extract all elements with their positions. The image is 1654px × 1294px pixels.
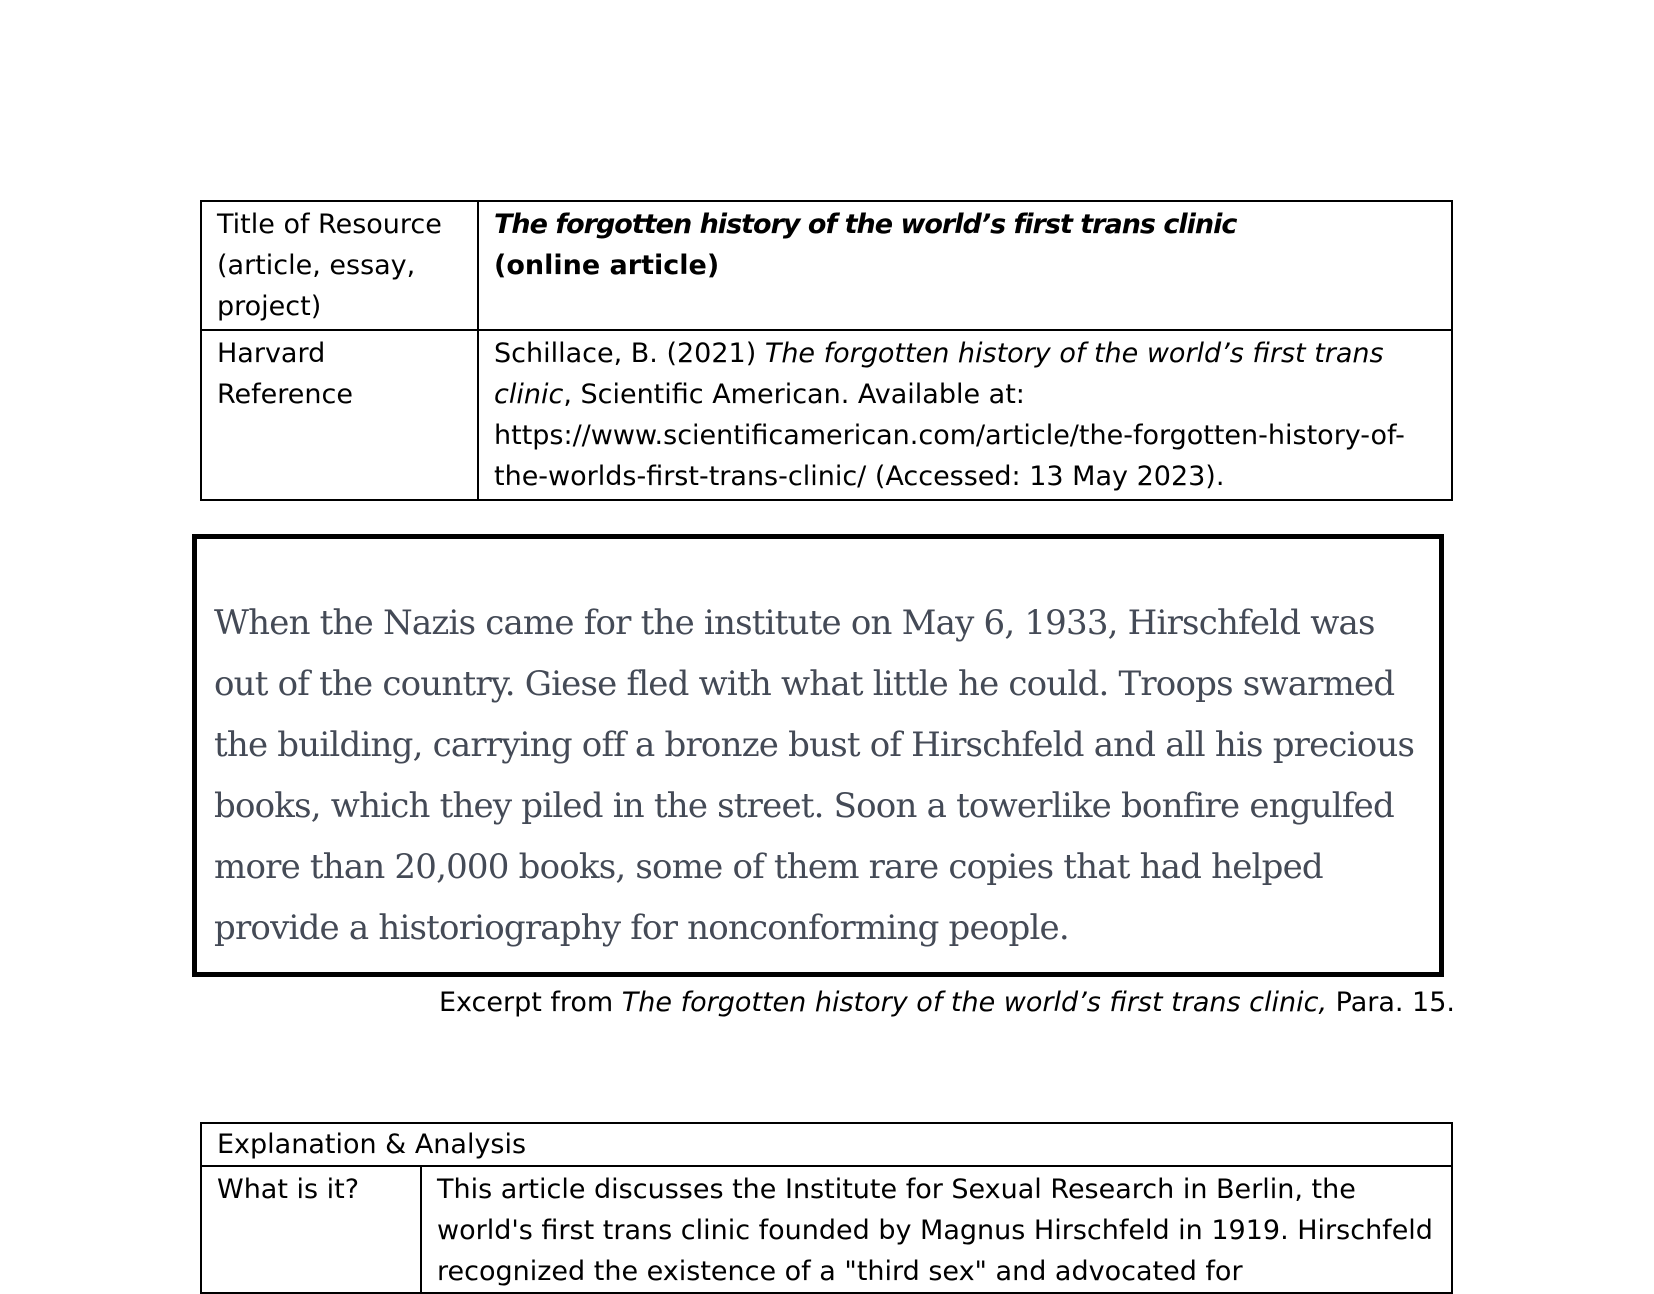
resource-info-table <box>200 200 1453 501</box>
title-row <box>201 201 1452 330</box>
caption-suffix: Para. 15. <box>1327 987 1455 1018</box>
analysis-row-label: What is it? <box>217 1174 360 1205</box>
excerpt-text: When the Nazis came for the institute on May 6, 1933, Hirschfeld was out of the country. Giese fled with what little he could. Troops swarmed the building, carrying off a bronze bust of Hirschfeld and all his precious books, which they piled in the street. Soon a towerlike bonfire engulfed more than 20,000 books, some of them rare copies that had helped provide a historiography for nonconforming people. <box>214 603 1415 948</box>
reference-details: , Scientific American. Available at: https://www.scientificamerican.com/article/the-forgotten-history-of-the-worlds-first-trans-clinic/ (Accessed: 13 May 2023). <box>494 379 1405 492</box>
analysis-row <box>201 1166 1452 1293</box>
excerpt-box <box>192 534 1444 977</box>
reference-row <box>201 330 1452 500</box>
resource-title: The forgotten history of the world’s first trans clinic <box>494 209 1237 240</box>
reference-title: The forgotten history of the world’s first trans clinic <box>494 338 1384 410</box>
caption-title: The forgotten history of the world’s first trans clinic, <box>621 987 1328 1018</box>
title-value-cell <box>478 201 1452 330</box>
analysis-row-text: This article discusses the Institute for Sexual Research in Berlin, the world's first trans clinic founded by Magnus Hirschfeld in 1919. Hirschfeld recognized the existence of a "third sex" and advocated for <box>437 1174 1433 1287</box>
analysis-table <box>200 1122 1453 1294</box>
excerpt-caption <box>439 985 1455 1021</box>
caption-prefix: Excerpt from <box>438 987 622 1018</box>
analysis-row-label-cell <box>201 1166 421 1293</box>
analysis-row-text-cell <box>421 1166 1452 1293</box>
reference-label: Harvard Reference <box>217 338 353 410</box>
reference-label-cell <box>201 330 478 500</box>
analysis-header-cell <box>201 1123 1452 1166</box>
reference-author: Schillace, B. (2021) <box>494 338 765 369</box>
analysis-header: Explanation & Analysis <box>217 1129 527 1160</box>
resource-type: (online article) <box>494 250 720 281</box>
reference-value-cell <box>478 330 1452 500</box>
title-label-cell <box>201 201 478 330</box>
title-label: Title of Resource (article, essay, project) <box>217 209 442 322</box>
analysis-header-row <box>201 1123 1452 1166</box>
